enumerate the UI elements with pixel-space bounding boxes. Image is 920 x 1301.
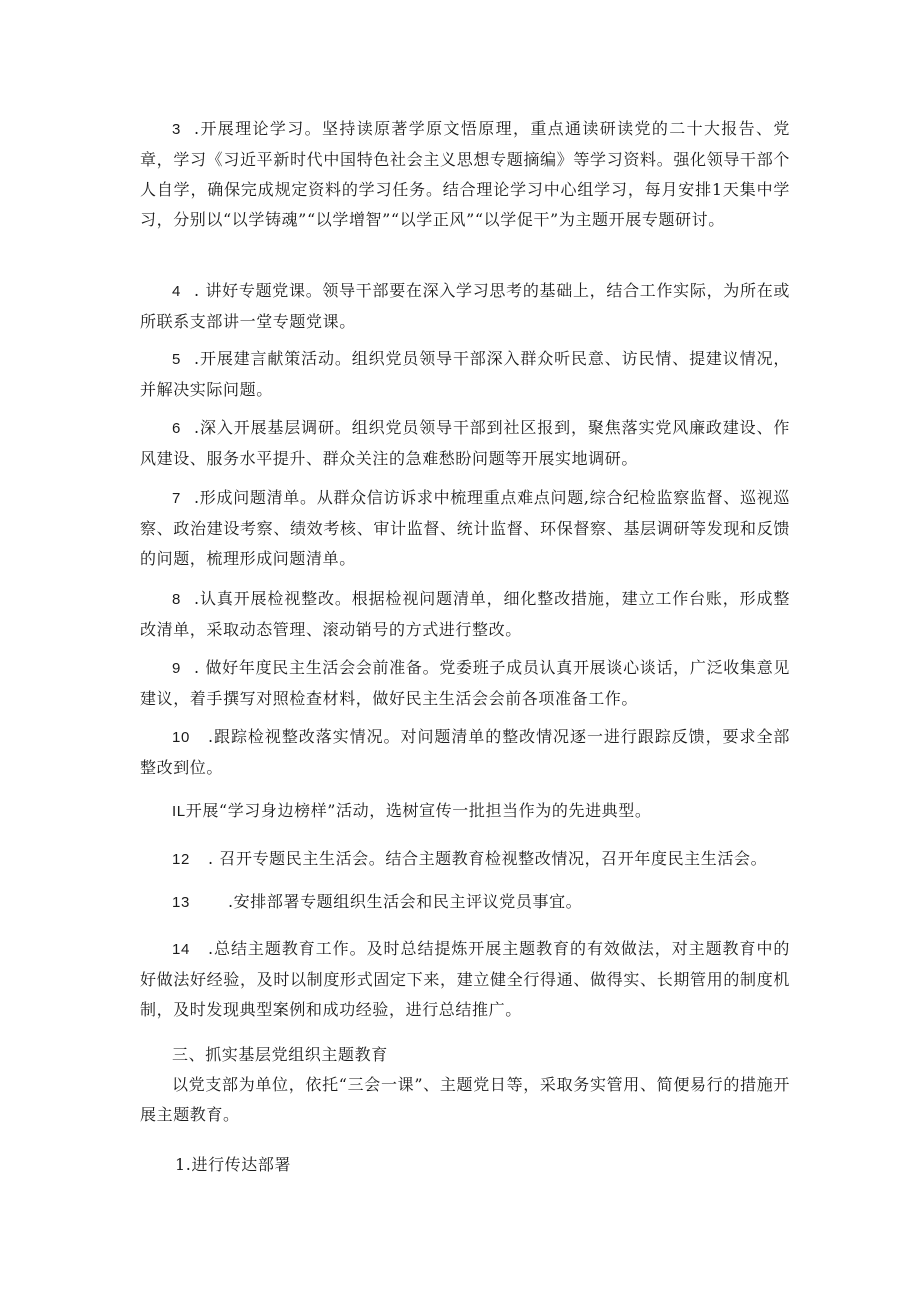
item-number: 12 xyxy=(172,851,190,868)
item-number: 10 xyxy=(172,729,190,746)
item-text: .总结主题教育工作。及时总结提炼开展主题教育的有效做法，对主题教育中的好做法好经验，及时以制度形式固定下来，建立健全行得通、做得实、长期管用的制度机制，及时发现典型案例和成功经验，进行总结推广。 xyxy=(140,939,790,1019)
section-heading: 三、抓实基层党组织主题教育 xyxy=(172,1045,388,1064)
item-number: 8 xyxy=(172,591,181,608)
item-9 xyxy=(140,653,790,714)
item-text: .形成问题清单。从群众信访诉求中梳理重点难点问题,综合纪检监察监督、巡视巡察、政治建设考察、绩效考核、审计监督、统计监督、环保督察、基层调研等发现和反馈的问题，梳理形成问题清单。 xyxy=(140,488,790,568)
item-number: 9 xyxy=(172,660,181,677)
item-12 xyxy=(140,844,790,875)
item-number: 7 xyxy=(172,490,181,507)
item-5 xyxy=(140,344,790,405)
item-text: . 召开专题民主生活会。结合主题教育检视整改情况，召开年度民主生活会。 xyxy=(208,849,768,868)
item-text: .安排部署专题组织生活会和民主评议党员事宜。 xyxy=(228,892,583,911)
item-number: 4 xyxy=(172,283,181,300)
item-text: .开展理论学习。坚持读原著学原文悟原理，重点通读研读党的二十大报告、党章，学习《习近平新时代中国特色社会主义思想专题摘编》等学习资料。强化领导干部个人自学，确保完成规定资料的学习任务。结合理论学习中心组学习，每月安排1天集中学习，分别以“以学铸魂”“以学增智”“以学正风”“以学促干”为主题开展专题研讨。 xyxy=(140,119,790,229)
item-text: .开展建言献策活动。组织党员领导干部深入群众听民意、访民情、提建议情况，并解决实际问题。 xyxy=(140,349,790,399)
item-number: 3 xyxy=(172,121,181,138)
item-13 xyxy=(140,887,790,918)
item-7 xyxy=(140,483,790,574)
item-8 xyxy=(140,584,790,645)
item-10 xyxy=(140,722,790,783)
item-text: . 讲好专题党课。领导干部要在深入学习思考的基础上，结合工作实际，为所在或所联系支部讲一堂专题党课。 xyxy=(140,281,790,331)
section-intro: 以党支部为单位，依托“三会一课”、主题党日等，采取务实管用、简便易行的措施开展主题教育。 xyxy=(140,1075,790,1124)
item-text: .深入开展基层调研。组织党员领导干部到社区报到，聚焦落实党风廉政建设、作风建设、服务水平提升、群众关注的急难愁盼问题等开展实地调研。 xyxy=(140,418,790,468)
item-6 xyxy=(140,413,790,474)
item-number: 6 xyxy=(172,420,181,437)
item-11 xyxy=(140,796,790,827)
item-text: .认真开展检视整改。根据检视问题清单，细化整改措施，建立工作台账，形成整改清单，采取动态管理、滚动销号的方式进行整改。 xyxy=(140,589,790,639)
item-number: 5 xyxy=(172,351,181,368)
item-4 xyxy=(140,276,790,337)
item-text: . 做好年度民主生活会会前准备。党委班子成员认真开展谈心谈话，广泛收集意见建议，着手撰写对照检查材料，做好民主生活会会前各项准备工作。 xyxy=(140,658,790,708)
item-3 xyxy=(140,114,790,235)
item-number: 13 xyxy=(172,894,190,911)
item-14 xyxy=(140,934,790,1025)
sub-item-heading: 1.进行传达部署 xyxy=(175,1155,292,1174)
item-number: 14 xyxy=(172,941,190,958)
item-text: 开展“学习身边榜样”活动，选树宣传一批担当作为的先进典型。 xyxy=(185,801,652,820)
item-text: .跟踪检视整改落实情况。对问题清单的整改情况逐一进行跟踪反馈，要求全部整改到位。 xyxy=(140,727,790,777)
item-number: IL xyxy=(172,803,186,820)
